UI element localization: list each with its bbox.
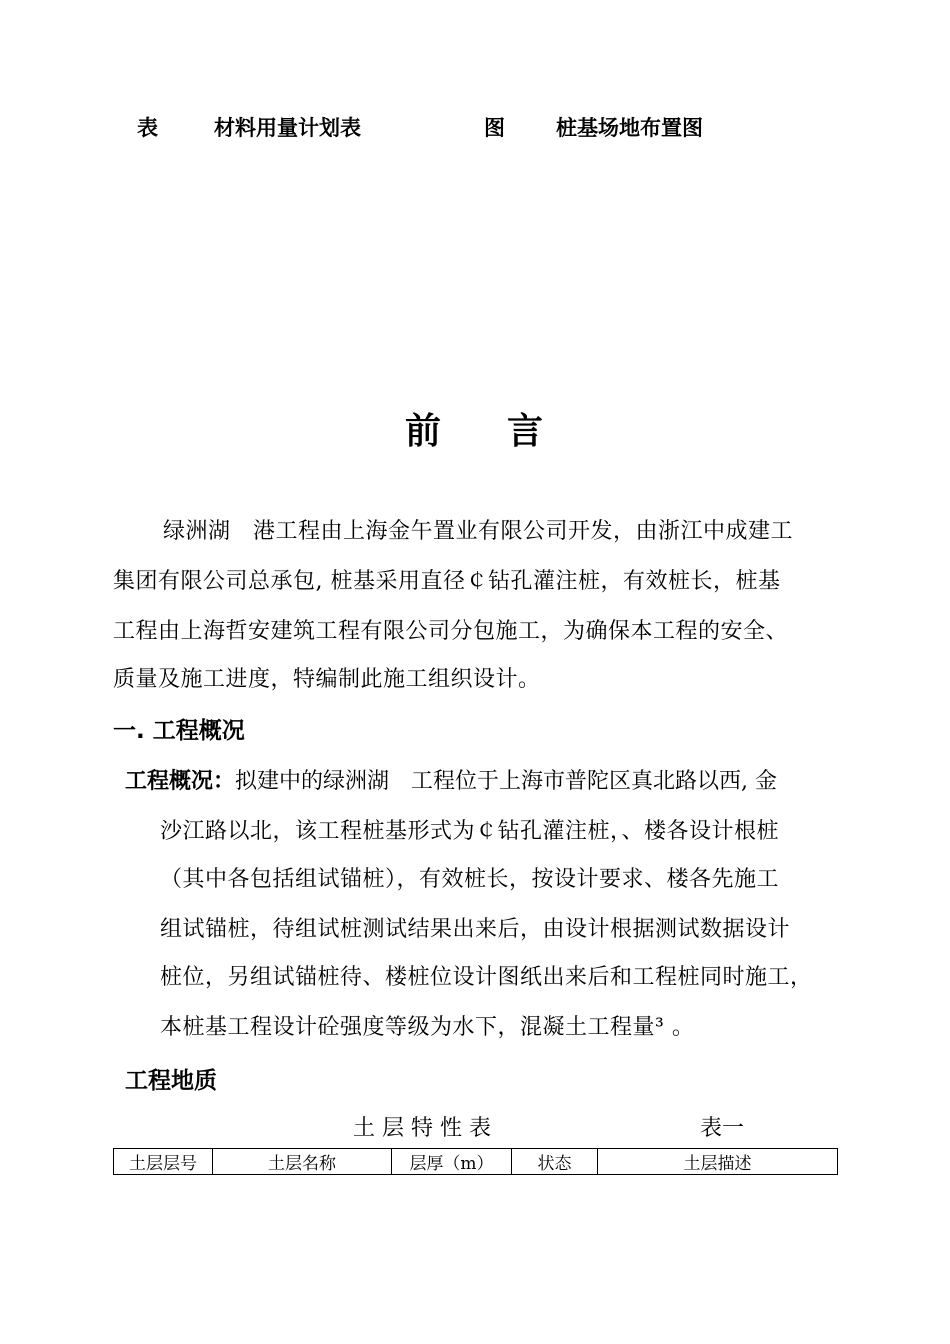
soil-table-title: 土 层 特 性 表 <box>353 1116 491 1141</box>
overview-first-line <box>125 764 777 795</box>
overview-line-2: 沙江路以北，该工程桩基形式为￠钻孔灌注桩，、楼各设计根桩 <box>160 819 780 844</box>
section1-heading: 一. 工程概况 <box>113 718 245 744</box>
geology-heading: 工程地质 <box>125 1068 217 1094</box>
preface-title-char1: 前 <box>405 411 442 452</box>
overview-first-text: 拟建中的绿洲湖 工程位于上海市普陀区真北路以西, 金 <box>235 769 778 794</box>
soil-table <box>113 1148 838 1175</box>
toc-item2-label: 图 <box>484 116 505 140</box>
preface-line-3: 工程由上海哲安建筑工程有限公司分包施工，为确保本工程的安全、 <box>113 619 789 644</box>
col-thickness: 层厚（m） <box>392 1149 512 1175</box>
overview-label: 工程概况： <box>125 769 236 794</box>
col-layer-no: 土层层号 <box>114 1149 213 1175</box>
preface-line-4: 质量及施工进度，特编制此施工组织设计。 <box>113 667 541 692</box>
soil-table-number: 表一 <box>700 1116 745 1141</box>
preface-title-char2: 言 <box>507 411 544 452</box>
toc-item1-text: 材料用量计划表 <box>214 116 361 140</box>
overview-line-6: 本桩基工程设计砼强度等级为水下，混凝土工程量³ 。 <box>160 1015 695 1040</box>
preface-line-2: 集团有限公司总承包, 桩基采用直径￠钻孔灌注桩，有效桩长，桩基 <box>113 569 781 594</box>
overview-line-4: 组试锚桩，待组试桩测试结果出来后，由设计根据测试数据设计 <box>160 917 791 942</box>
toc-item2-text: 桩基场地布置图 <box>556 116 703 140</box>
preface-line-1: 绿洲湖 港工程由上海金午置业有限公司开发，由浙江中成建工 <box>163 519 794 544</box>
overview-line-3: （其中各包括组试锚桩），有效桩长，按设计要求、楼各先施工 <box>160 867 780 892</box>
overview-line-5: 桩位，另组试锚桩待、楼桩位设计图纸出来后和工程桩同时施工， <box>160 965 813 990</box>
col-layer-name: 土层名称 <box>213 1149 392 1175</box>
toc-item1-label: 表 <box>137 116 158 140</box>
col-description: 土层描述 <box>598 1149 838 1175</box>
soil-table-header-row <box>114 1149 838 1175</box>
col-state: 状态 <box>512 1149 598 1175</box>
